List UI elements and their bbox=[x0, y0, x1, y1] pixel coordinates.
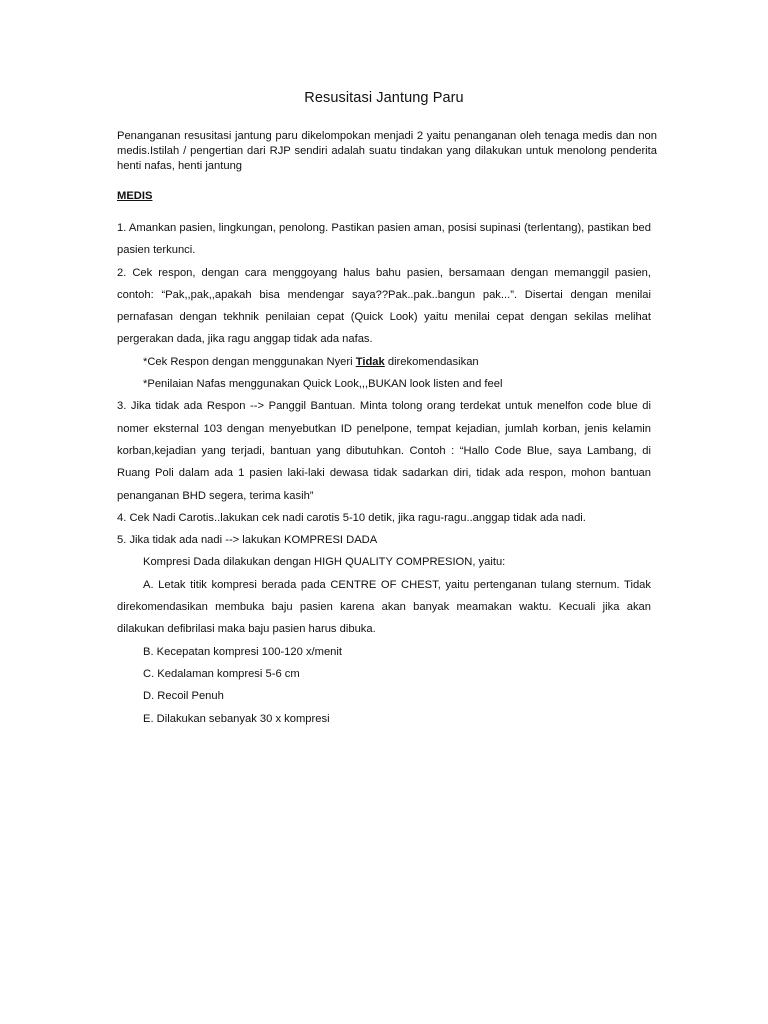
note-1 bbox=[117, 351, 651, 373]
step-2-paragraph: 2. Cek respon, dengan cara menggoyang halus bahu pasien, bersamaan dengan memanggil pasien, contoh: “Pak,,pak,,apakah bisa mendengar saya??Pak..pak..bangun pak...”. Disertai dengan menilai pernafasan dengan tekhnik penilaian cepat (Quick Look) yaitu menilai cepat dengan sekilas melihat pergerakan dada, jika ragu anggap tidak ada nafas. bbox=[117, 266, 651, 346]
note-2: *Penilaian Nafas menggunakan Quick Look,,,BUKAN look listen and feel bbox=[143, 378, 503, 391]
note-1-text-after: direkomendasikan bbox=[384, 355, 479, 368]
list-item-e: E. Dilakukan sebanyak 30 x kompresi bbox=[143, 712, 330, 725]
section-heading-medis: MEDIS bbox=[117, 190, 153, 202]
intro-paragraph: Penanganan resusitasi jantung paru dikelompokan menjadi 2 yaitu penanganan oleh tenaga medis dan non medis.Istilah / pengertian dari RJP sendiri adalah suatu tindakan yang dilakukan untuk menolong penderita henti nafas, henti jantung bbox=[117, 130, 657, 172]
step-3-paragraph: 3. Jika tidak ada Respon --> Panggil Bantuan. Minta tolong orang terdekat untuk menelfon code blue di nomer eksternal 103 dengan menyebutkan ID penelpone, tempat kejadian, jumlah korban, jenis kelamin korban,kejadian yang terjadi, bantuan yang dibutuhkan. Contoh : “Hallo Code Blue, saya Lambang, di Ruang Poli dalam ada 1 pasien laki-laki dewasa tidak sadarkan diri, tidak ada respon, mohon bantuan penanganan BHD segera, terima kasih” bbox=[117, 400, 651, 502]
note-1-emphasis: Tidak bbox=[355, 355, 385, 368]
list-item-b: B. Kecepatan kompresi 100-120 x/menit bbox=[143, 645, 342, 658]
step-4-paragraph: 4. Cek Nadi Carotis..lakukan cek nadi carotis 5-10 detik, jika ragu-ragu..anggap tidak ada nadi. bbox=[117, 511, 586, 524]
document-title: Resusitasi Jantung Paru bbox=[304, 90, 464, 106]
step-1-paragraph: 1. Amankan pasien, lingkungan, penolong. Pastikan pasien aman, posisi supinasi (terlentang), pastikan bed pasien terkunci. bbox=[117, 222, 651, 257]
document-body bbox=[117, 217, 651, 730]
step-5-subheading: Kompresi Dada dilakukan dengan HIGH QUALITY COMPRESION, yaitu: bbox=[143, 556, 506, 569]
list-item-a: A. Letak titik kompresi berada pada CENTRE OF CHEST, yaitu pertenganan tulang sternum. Tidak direkomendasikan membuka baju pasien karena akan banyak meamakan waktu. Kecuali jika akan dilakukan defibrilasi maka baju pasien harus dibuka. bbox=[117, 578, 651, 636]
note-1-text-before: *Cek Respon dengan menggunakan Nyeri bbox=[143, 355, 356, 368]
list-item-d: D. Recoil Penuh bbox=[143, 690, 224, 703]
list-item-c: C. Kedalaman kompresi 5-6 cm bbox=[143, 667, 300, 680]
step-5-paragraph: 5. Jika tidak ada nadi --> lakukan KOMPRESI DADA bbox=[117, 534, 378, 547]
